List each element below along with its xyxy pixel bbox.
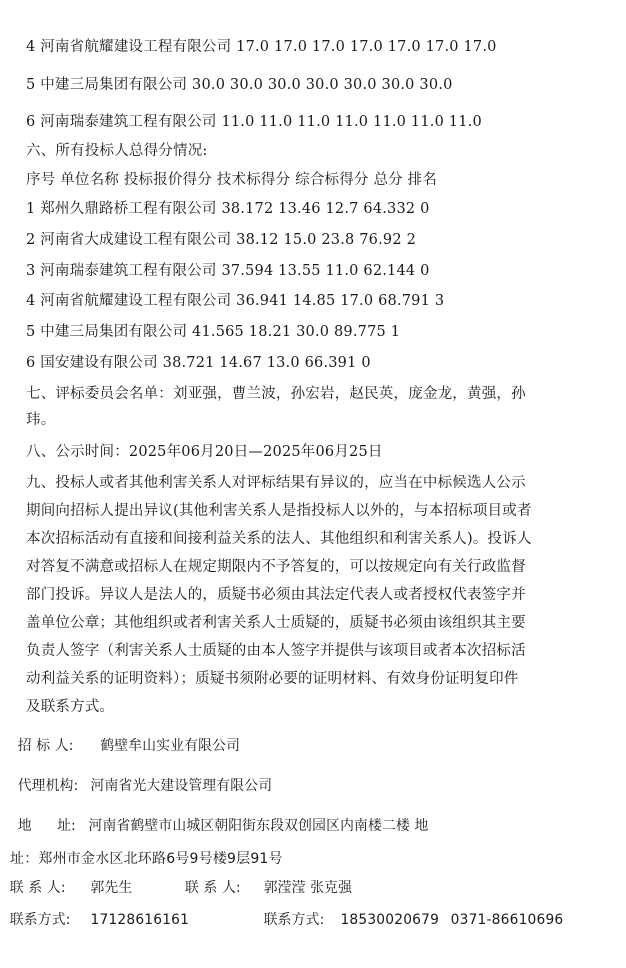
section9-line-8: 动利益关系的证明资料）；质疑书须附必要的证明材料、有效身份证明复印件 bbox=[26, 671, 519, 687]
section7-line-1: 七、评标委员会名单：刘亚强，曹兰波，孙宏岩，赵民英，庞金龙，黄强，孙 bbox=[26, 386, 526, 402]
agency-row bbox=[0, 776, 616, 798]
section9-line-4: 对答复不满意或招标人在规定期限内不予答复的，可以按规定向有关行政监督 bbox=[26, 559, 526, 575]
phone-row bbox=[0, 910, 616, 932]
agency-label: 代理机构: bbox=[17, 778, 79, 794]
section9-line-1: 九、投标人或者其他利害关系人对评标结果有异议的，应当在中标候选人公示 bbox=[26, 475, 526, 491]
score-row-4: 4 河南省航耀建设工程有限公司 17.0 17.0 17.0 17.0 17.0 17.0 17.0 bbox=[26, 39, 497, 55]
address-line-2: 址：郑州市金水区北环路6号9号楼9层91号 bbox=[10, 851, 283, 867]
phone2-label: 联系方式: bbox=[263, 912, 325, 928]
tenderer-row bbox=[0, 736, 616, 758]
tenderer-label: 招 标 人: bbox=[17, 738, 74, 754]
address-label-a: 地 bbox=[17, 818, 32, 834]
phone-value: 17128616161 bbox=[90, 912, 190, 928]
contact-person2-value: 郭滢滢 张克强 bbox=[263, 880, 353, 896]
section9-line-2: 期间向招标人提出异议(其他利害关系人是指投标人以外的，与本招标项目或者 bbox=[26, 503, 532, 519]
tenderer-value: 鹤壁牟山实业有限公司 bbox=[100, 738, 241, 754]
section8-publicity-time: 八、公示时间：2025年06月20日—2025年06月25日 bbox=[26, 444, 383, 460]
score-row-5: 5 中建三局集团有限公司 30.0 30.0 30.0 30.0 30.0 30.0 30.0 bbox=[26, 77, 453, 93]
section6-title: 六、所有投标人总得分情况: bbox=[26, 143, 208, 159]
contact-person-row bbox=[0, 878, 616, 900]
section6-header: 序号 单位名称 投标报价得分 技术标得分 综合标得分 总分 排名 bbox=[26, 172, 438, 188]
address-row bbox=[0, 816, 616, 838]
contact-person-label: 联 系 人: bbox=[9, 880, 66, 896]
section9-line-9: 及联系方式。 bbox=[26, 699, 115, 715]
agency-value: 河南省光大建设管理有限公司 bbox=[90, 778, 273, 794]
section9-line-6: 盖单位公章；其他组织或者利害关系人士质疑的，质疑书必须由该组织其主要 bbox=[26, 615, 526, 631]
contact-person2-label: 联 系 人: bbox=[184, 880, 241, 896]
total-row-1: 1 郑州久鼎路桥工程有限公司 38.172 13.46 12.7 64.332 0 bbox=[26, 201, 430, 217]
total-row-2: 2 河南省大成建设工程有限公司 38.12 15.0 23.8 76.92 2 bbox=[26, 232, 416, 248]
total-row-6: 6 国安建设有限公司 38.721 14.67 13.0 66.391 0 bbox=[26, 355, 371, 371]
address-value: 河南省鹤壁市山城区朝阳街东段双创园区内南楼二楼 地 bbox=[88, 818, 429, 834]
score-row-6: 6 河南瑞泰建筑工程有限公司 11.0 11.0 11.0 11.0 11.0 11.0 11.0 bbox=[26, 114, 482, 130]
address-label-b: 址: bbox=[57, 818, 76, 834]
total-row-3: 3 河南瑞泰建筑工程有限公司 37.594 13.55 11.0 62.144 0 bbox=[26, 263, 430, 279]
total-row-5: 5 中建三局集团有限公司 41.565 18.21 30.0 89.775 1 bbox=[26, 324, 401, 340]
phone3-value: 0371-86610696 bbox=[450, 912, 564, 928]
phone-label: 联系方式: bbox=[9, 912, 71, 928]
phone2-value: 18530020679 bbox=[340, 912, 440, 928]
section9-line-5: 部门投诉。异议人是法人的，质疑书必须由其法定代表人或者授权代表签字并 bbox=[26, 587, 526, 603]
total-row-4: 4 河南省航耀建设工程有限公司 36.941 14.85 17.0 68.791 3 bbox=[26, 293, 445, 309]
contact-person-value: 郭先生 bbox=[90, 880, 133, 896]
section9-line-7: 负责人签字（利害关系人士质疑的由本人签字并提供与该项目或者本次招标活 bbox=[26, 643, 526, 659]
section9-line-3: 本次招标活动有直接和间接利益关系的法人、其他组织和利害关系人)。投诉人 bbox=[26, 531, 532, 547]
section7-line-2: 玮。 bbox=[26, 412, 56, 428]
